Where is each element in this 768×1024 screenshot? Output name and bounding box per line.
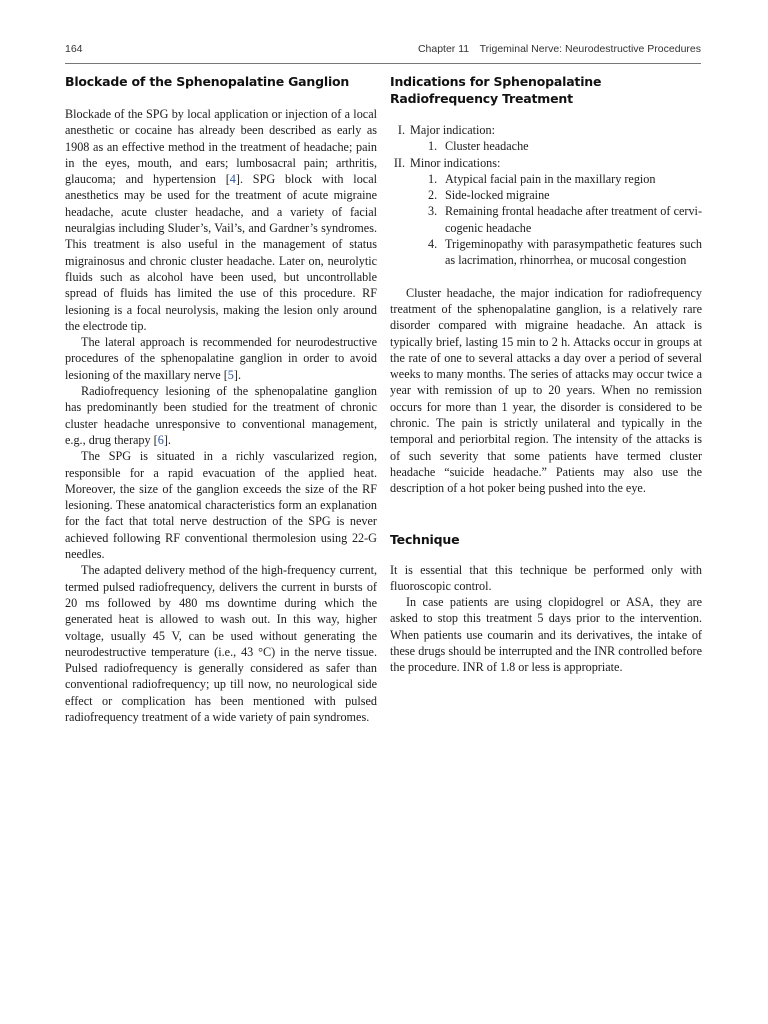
list-number: I. [397, 123, 405, 137]
sub-list-number: 1. [428, 171, 438, 186]
paragraph-text: Radiofrequency lesioning of the sphenopalatine ganglion has predominantly been studied for the treatment of chronic cluster headache unresponsive to conventional management, e.g., drug therapy [ [65, 384, 377, 447]
paragraph: It is essential that this technique be performed only with fluoroscopic control. [390, 562, 702, 593]
sub-list-item [410, 203, 702, 236]
paragraph: Cluster headache, the major indication for radiofrequency treatment of the sphenopalatine ganglion, is a relatively rare disorder compared with migraine headache. An attack is typically brief, lasting 15 min to 2 h. Attacks occur in groups at the rate of one to several attacks a day over a period of several weeks to many months. The series of attacks may occur twice a year with remission of up to 20 years. When no remission occurs for more than 1 year, the disorder is considered to be chronic. The pain is strictly unilateral and typically in the temporal and periorbital region. The intensity of the attacks is of such severity that some patients have termed cluster headache “suicide headache.” Patients may also use the description of a hot poker being pushed into the eye. [390, 285, 702, 496]
sub-list-number: 3. [428, 204, 438, 219]
sub-list-item [410, 236, 702, 269]
sub-list-text: Atypical facial pain in the maxillary region [445, 171, 656, 186]
chapter-title: Chapter 11 Trigeminal Nerve: Neurodestructive Procedures [417, 43, 701, 55]
paragraph: The SPG is situated in a richly vascularized region, responsible for a rapid evacuation of the applied heat. Moreover, the size of the ganglion exceeds the size of the RF lesioning. These anatomical characteristics form an explanation for the fact that total nerve destruction of the SPG is never achieved following RF conventional thermolesion using 22-G needles. [65, 449, 377, 562]
citation-link[interactable]: 5 [227, 367, 234, 382]
sub-list-number: 1. [428, 139, 438, 154]
paragraph-text: ]. [233, 367, 241, 382]
list-item [390, 155, 702, 269]
paragraph [65, 334, 377, 383]
paragraph [65, 383, 377, 448]
paragraph [65, 106, 377, 334]
sub-list-item [410, 187, 702, 203]
sub-list-text: Remaining frontal headache after treatment of cervicogenic headache [445, 204, 702, 235]
section-heading-spg-blockade: Blockade of the Sphenopalatine Ganglion [65, 74, 350, 89]
paragraph-text: Blockade of the SPG by local application or injection of a local anesthetic or cocaine has already been described as early as 1908 as an effective method in the treatment of headache; pain in the eyes, mouth, and ears; lumbosacral pain; arthritis, glaucoma; and hypertension [ [65, 107, 377, 187]
citation-link[interactable]: 4 [229, 172, 236, 187]
paragraph: In case patients are using clopidogrel or ASA, they are asked to stop this treatment 5 days prior to the intervention. When patients use coumarin and its derivatives, the intake of these drugs should be interrupted and the INR controlled before the procedure. INR of 1.8 or less is appropriate. [390, 595, 702, 675]
sub-list-text: Cluster headache [445, 139, 529, 154]
list-label: Minor indications: [410, 155, 501, 170]
paragraph-text: ]. [163, 432, 171, 447]
paragraph: The adapted delivery method of the high-frequency current, termed pulsed radiofrequency, delivers the current in bursts of 20 ms followed by 480 ms downtime during which the generated heat is allowed to wash out. In this way, higher voltage, usually 45 V, can be used without generating the neurodestructive temperature (i.e., 43 °C) in the nerve tissue. Pulsed radiofrequency is generally considered as safer than conventional radiofrequency; up till now, no neurological side effect or complication has been mentioned with pulsed radiofrequency treatment of a wide variety of pain syndromes. [65, 563, 377, 724]
sub-list [410, 171, 702, 269]
paragraph-text: The lateral approach is recommended for neurodestructive procedures of the sphenopalatine ganglion in order to avoid lesioning of the maxillary nerve [ [65, 335, 377, 382]
indication-list [390, 122, 702, 269]
sub-list-item [410, 138, 702, 154]
citation-link[interactable]: 6 [157, 432, 164, 447]
sub-list [410, 138, 702, 154]
page-number: 164 [65, 43, 83, 55]
list-item [390, 122, 702, 155]
section-heading-technique: Technique [390, 531, 460, 547]
right-column [390, 73, 702, 676]
heading-line: Radiofrequency Treatment [390, 91, 573, 106]
sub-list-text: Side-locked migraine [445, 188, 550, 203]
list-label: Major indication: [410, 123, 495, 137]
paragraph-text: ]. SPG block with local anesthetics may be used for the treatment of acute migraine headache, acute cluster headache, and a variety of facial neuralgias including Sluder’s, Vail’s, and Gardner’s syndromes. This treatment is also useful in the management of status migrainosus and chronic cluster headache. Later on, neurolytic fluids such as alcohol have been used, but uncontrollable spread of fluids has limited the use of this procedure. RF lesioning is a focal neurolysis, making the lesion only around the electrode tip. [65, 172, 377, 333]
list-number: II. [393, 155, 405, 170]
header-rule [65, 63, 701, 64]
left-column [65, 73, 377, 725]
sub-list-number: 2. [428, 188, 438, 203]
sub-list-item [410, 171, 702, 187]
section-heading-indications [390, 73, 702, 107]
heading-line: Indications for Sphenopalatine [390, 74, 602, 89]
sub-list-number: 4. [428, 237, 438, 252]
sub-list-text: Trigeminopathy with parasympathetic features such as lacrimation, rhinorrhea, or mucosal congestion [445, 237, 702, 268]
